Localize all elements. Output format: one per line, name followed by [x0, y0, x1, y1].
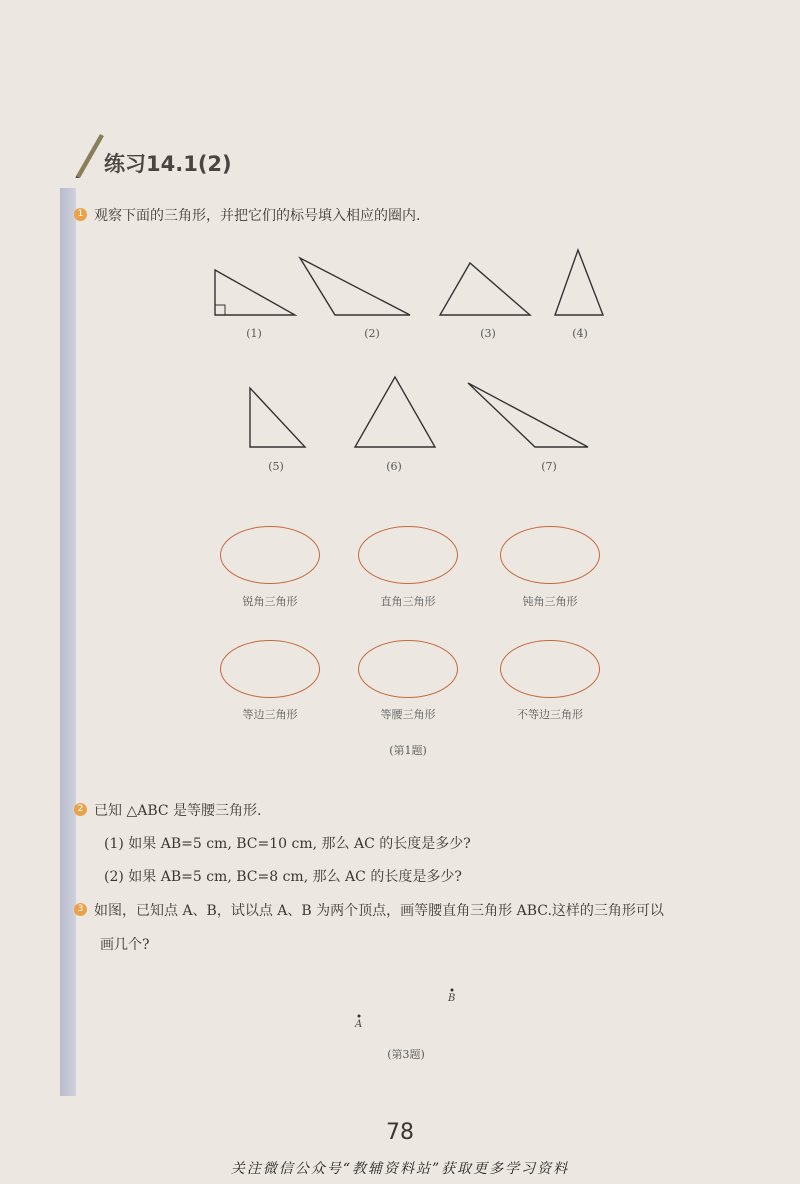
point-label-a: A	[355, 1019, 363, 1030]
exercise-title: 练习14.1(2)	[104, 152, 232, 176]
triangle-label-6: (6)	[386, 460, 402, 473]
question-3-text-line-2: 画几个?	[100, 937, 150, 953]
question-3-badge: 3	[74, 903, 87, 916]
question-1-badge: 1	[74, 208, 87, 221]
circle-label-equilateral: 等边三角形	[242, 708, 298, 721]
question-2-sub-2: (2) 如果 AB=5 cm, BC=8 cm, 那么 AC 的长度是多少?	[104, 869, 462, 885]
triangle-label-3: (3)	[480, 327, 496, 340]
triangle-label-4: (4)	[572, 327, 588, 340]
point-label-b: B	[448, 993, 456, 1004]
circle-label-acute: 锐角三角形	[242, 595, 298, 608]
question-1-text: 观察下面的三角形，并把它们的标号填入相应的圈内.	[94, 208, 421, 224]
page-number: 78	[386, 1120, 414, 1145]
triangle-label-5: (5)	[268, 460, 284, 473]
triangle-label-1: (1)	[246, 327, 262, 340]
triangle-label-7: (7)	[541, 460, 557, 473]
point-a	[358, 1015, 361, 1018]
circle-label-obtuse: 钝角三角形	[522, 595, 578, 608]
question-2-text: 已知 △ABC 是等腰三角形.	[94, 803, 262, 819]
figure-1-caption: (第1题)	[389, 744, 427, 757]
point-b	[451, 989, 454, 992]
figure-3-caption: (第3题)	[387, 1048, 425, 1061]
circle-label-scalene: 不等边三角形	[517, 708, 583, 721]
question-3-text-line-1: 如图，已知点 A、B，试以点 A、B 为两个顶点，画等腰直角三角形 ABC.这样的三角形可以	[94, 903, 664, 919]
question-2-badge: 2	[74, 803, 87, 816]
circle-label-right: 直角三角形	[380, 595, 436, 608]
footer-watermark: 关注微信公众号“教辅资料站”获取更多学习资料	[230, 1161, 570, 1177]
question-2-sub-1: (1) 如果 AB=5 cm, BC=10 cm, 那么 AC 的长度是多少?	[104, 836, 471, 852]
triangle-label-2: (2)	[364, 327, 380, 340]
circle-label-isosceles: 等腰三角形	[380, 708, 436, 721]
